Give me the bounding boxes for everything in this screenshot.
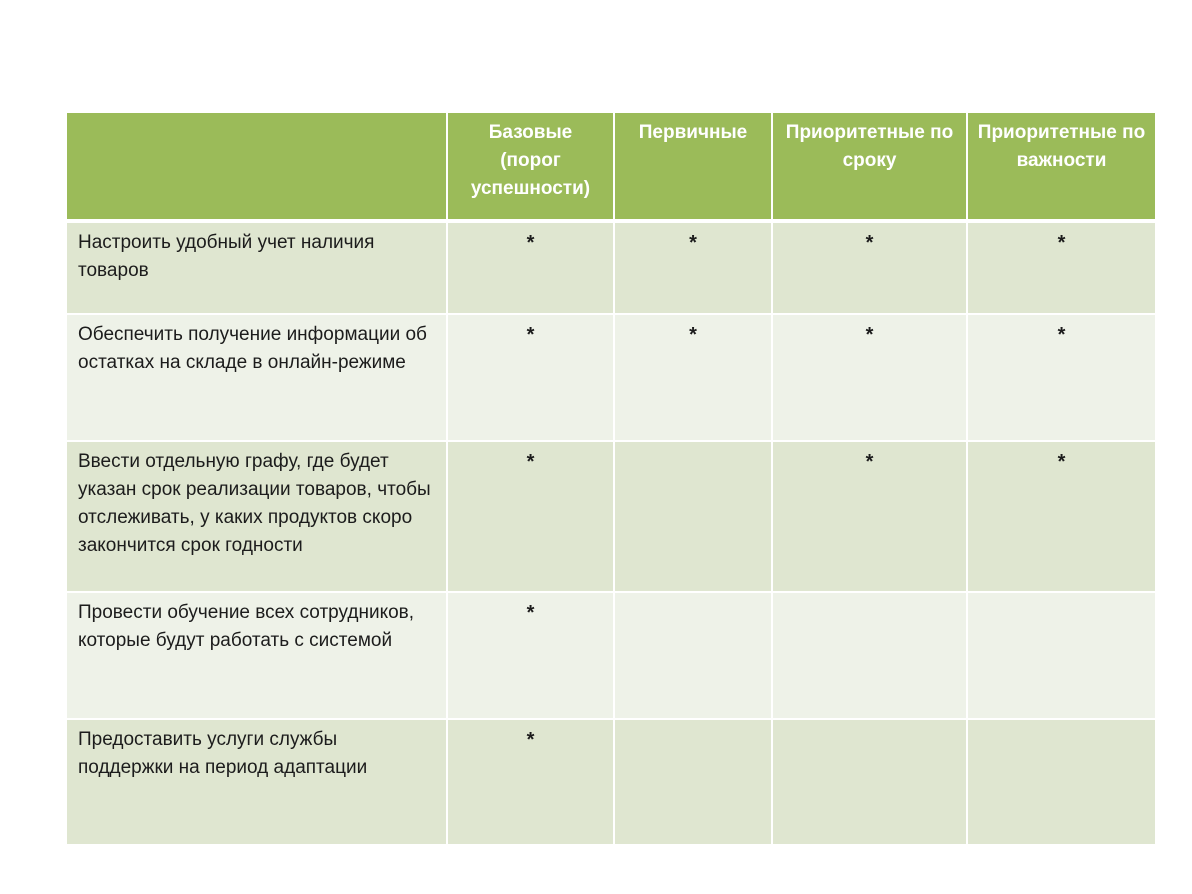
mark-cell: * bbox=[614, 314, 772, 441]
header-primary: Первичные bbox=[614, 112, 772, 221]
mark-cell: * bbox=[967, 441, 1156, 592]
table-row bbox=[66, 719, 1156, 845]
mark-cell: * bbox=[772, 314, 967, 441]
row-label: Предоставить услуги службы поддержки на период адаптации bbox=[66, 719, 447, 845]
row-label: Настроить удобный учет наличия товаров bbox=[66, 221, 447, 314]
mark-cell: * bbox=[447, 719, 614, 845]
header-priority-by-importance: Приоритетные по важности bbox=[967, 112, 1156, 221]
table-header-row bbox=[66, 112, 1156, 221]
mark-cell: * bbox=[967, 221, 1156, 314]
table-row bbox=[66, 221, 1156, 314]
mark-cell bbox=[967, 719, 1156, 845]
mark-cell bbox=[614, 592, 772, 719]
mark-cell: * bbox=[967, 314, 1156, 441]
mark-cell bbox=[772, 719, 967, 845]
requirements-table-container bbox=[65, 111, 1155, 846]
mark-cell bbox=[967, 592, 1156, 719]
row-label: Обеспечить получение информации об остатках на складе в онлайн-режиме bbox=[66, 314, 447, 441]
header-priority-by-deadline: Приоритетные по сроку bbox=[772, 112, 967, 221]
mark-cell bbox=[772, 592, 967, 719]
mark-cell bbox=[614, 441, 772, 592]
mark-cell: * bbox=[614, 221, 772, 314]
row-label: Провести обучение всех сотрудников, которые будут работать с системой bbox=[66, 592, 447, 719]
header-corner-cell bbox=[66, 112, 447, 221]
mark-cell: * bbox=[772, 221, 967, 314]
mark-cell: * bbox=[447, 314, 614, 441]
mark-cell: * bbox=[447, 592, 614, 719]
table-row bbox=[66, 592, 1156, 719]
row-label: Ввести отдельную графу, где будет указан срок реализации товаров, чтобы отслеживать, у каких продуктов скоро закончится срок годности bbox=[66, 441, 447, 592]
header-basic: Базовые (порог успешности) bbox=[447, 112, 614, 221]
mark-cell: * bbox=[772, 441, 967, 592]
table-row bbox=[66, 314, 1156, 441]
table-row bbox=[66, 441, 1156, 592]
requirements-priority-table bbox=[65, 111, 1157, 846]
mark-cell bbox=[614, 719, 772, 845]
mark-cell: * bbox=[447, 441, 614, 592]
mark-cell: * bbox=[447, 221, 614, 314]
